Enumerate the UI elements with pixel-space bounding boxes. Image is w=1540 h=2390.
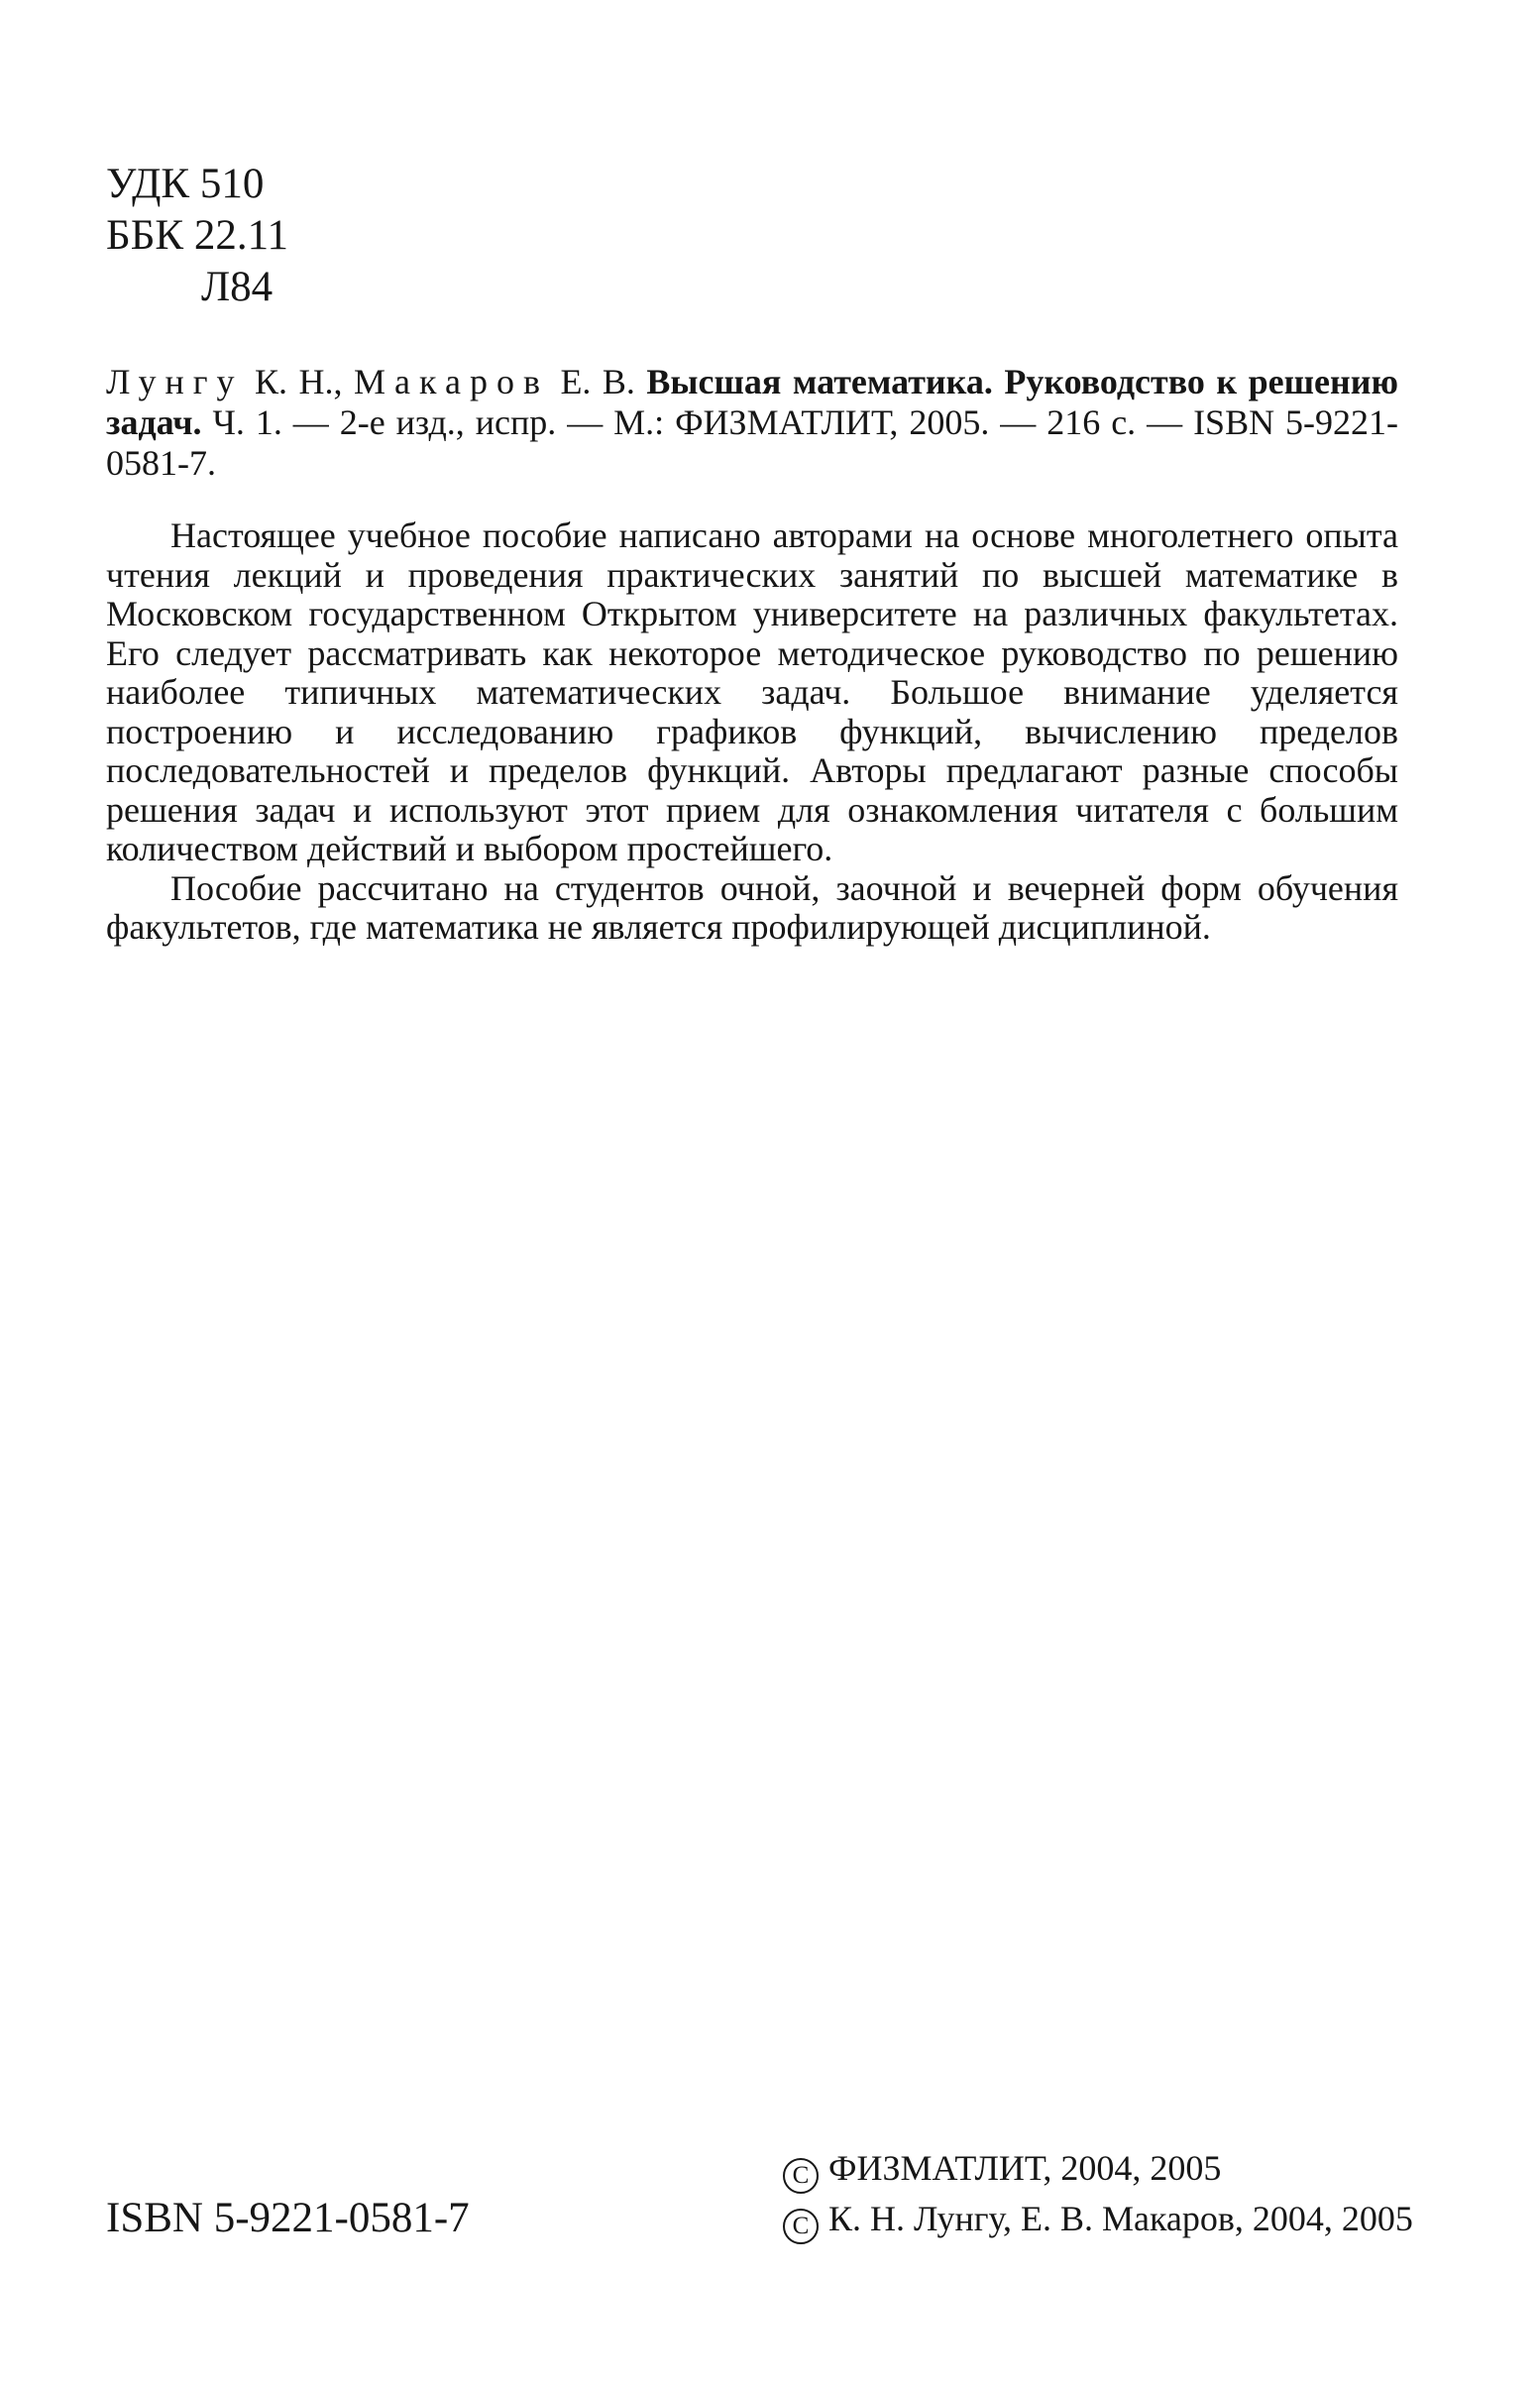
- copyright-line: [783, 2143, 1413, 2194]
- copyright-line: [783, 2194, 1413, 2244]
- copyright-icon: C: [783, 2209, 819, 2244]
- author-surname-1: Лунгу: [106, 362, 244, 401]
- abstract-paragraph: Пособие рассчитано на студентов очной, заочной и вечерней форм обучения факультетов, где математика не является профилирующей дисциплиной.: [106, 867, 1398, 947]
- abstract: [106, 516, 1398, 948]
- abstract-paragraph: Настоящее учебное пособие написано авторами на основе многолетнего опыта чтения лекций и проведения практических занятий по высшей математике в Московском государственном Открытом университете на различных факультетах. Его следует рассматривать как некоторое методическое руководство по решению наиболее типичных математических задач. Большое внимание уделяется построению и исследованию графиков функций, вычислению пределов последовательностей и пределов функций. Авторы предлагают разные способы решения задач и используют этот прием для ознакомления читателя с большим количеством действий и выбором простейшего.: [106, 515, 1398, 868]
- copyright-icon: C: [783, 2158, 819, 2194]
- copyright-block: [783, 2143, 1413, 2244]
- bbk-code: ББК 22.11: [106, 212, 288, 259]
- udk-code: УДК 510: [106, 161, 265, 207]
- isbn-footer: ISBN 5-9221-0581-7: [106, 2195, 470, 2241]
- author-initials-1: К. Н.,: [255, 362, 343, 401]
- copyright-publisher: ФИЗМАТЛИТ, 2004, 2005: [828, 2148, 1222, 2188]
- author-initials-2: Е. В.: [560, 362, 635, 401]
- bibliographic-record: [106, 362, 1398, 484]
- author-surname-2: Макаров: [354, 362, 549, 401]
- book-title: Высшая математика. Руководство к решению задач.: [106, 362, 1398, 442]
- copyright-authors: К. Н. Лунгу, Е. В. Макаров, 2004, 2005: [828, 2199, 1413, 2238]
- author-mark: Л84: [201, 264, 274, 310]
- classification-codes: [106, 159, 288, 313]
- edition-details: Ч. 1. — 2-е изд., испр. — М.: ФИЗМАТЛИТ, 2005. — 216 с. — ISBN 5-9221-0581-7.: [106, 402, 1399, 483]
